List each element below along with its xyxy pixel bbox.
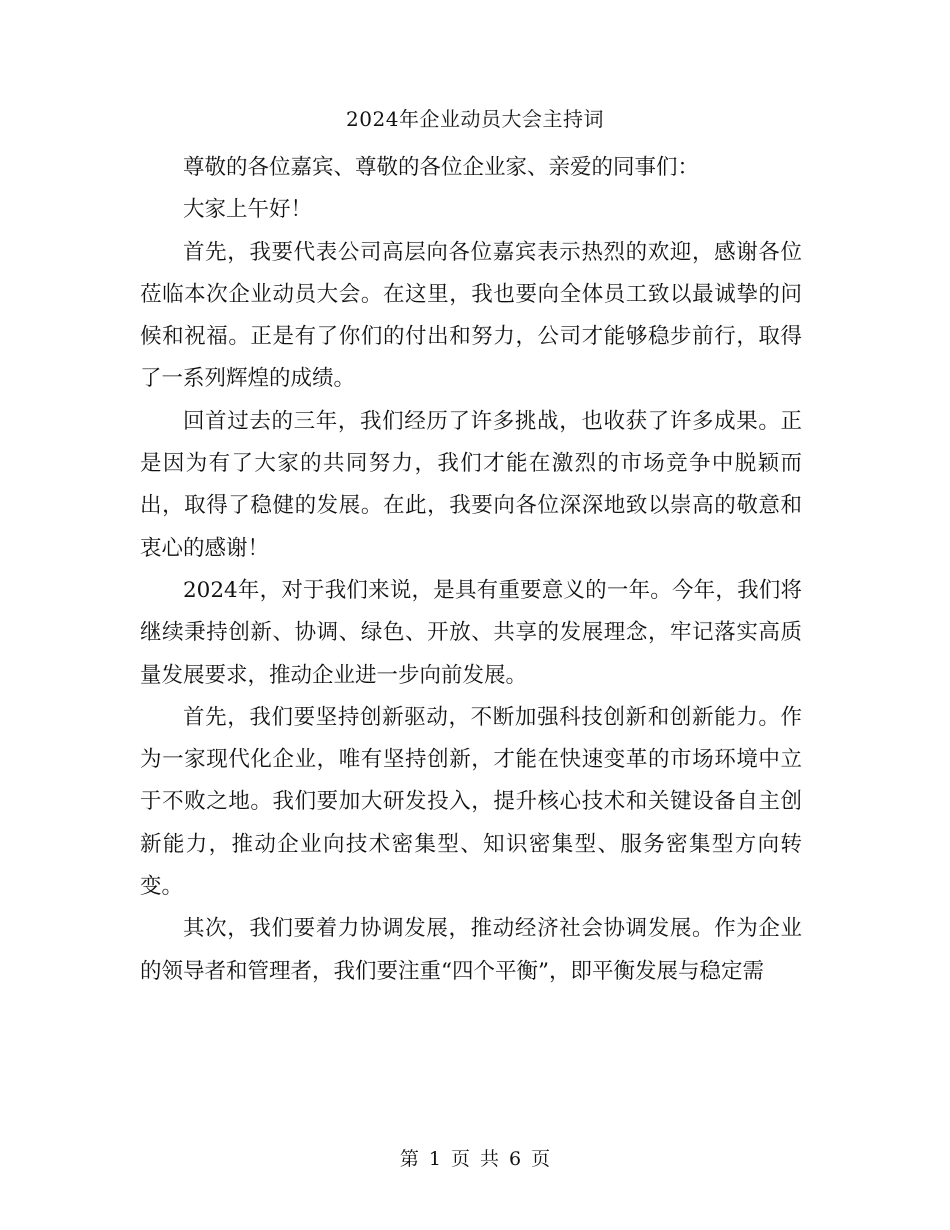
paragraph-welcome: 首先，我要代表公司高层向各位嘉宾表示热烈的欢迎，感谢各位莅临本次企业动员大会。在这里，我也要向全体员工致以最诚挚的问候和祝福。正是有了你们的付出和努力，公司才能够稳步前行，取得了一系列辉煌的成绩。 <box>140 239 802 392</box>
paragraph-2024: 2024年，对于我们来说，是具有重要意义的一年。今年，我们将继续秉持创新、协调、绿色、开放、共享的发展理念，牢记落实高质量发展要求，推动企业进一步向前发展。 <box>140 577 802 688</box>
paragraph-coordination: 其次，我们要着力协调发展，推动经济社会协调发展。作为企业的领导者和管理者，我们要注重“四个平衡”，即平衡发展与稳定需 <box>140 916 802 984</box>
page-number: 第 1 页 共 6 页 <box>399 1148 551 1170</box>
paragraph-salutation: 尊敬的各位嘉宾、尊敬的各位企业家、亲爱的同事们： <box>183 155 700 180</box>
paragraph-review: 回首过去的三年，我们经历了许多挑战，也收获了许多成果。正是因为有了大家的共同努力，我们才能在激烈的市场竞争中脱颖而出，取得了稳健的发展。在此，我要向各位深深地致以崇高的敬意和衷心的感谢！ <box>140 408 802 561</box>
document-body <box>140 147 802 993</box>
paragraph-innovation: 首先，我们要坚持创新驱动，不断加强科技创新和创新能力。作为一家现代化企业，唯有坚持创新，才能在快速变革的市场环境中立于不败之地。我们要加大研发投入，提升核心技术和关键设备自主创新能力，推动企业向技术密集型、知识密集型、服务密集型方向转变。 <box>140 704 802 900</box>
paragraph-greeting: 大家上午好！ <box>183 197 313 223</box>
document-title: 2024年企业动员大会主持词 <box>346 107 604 131</box>
